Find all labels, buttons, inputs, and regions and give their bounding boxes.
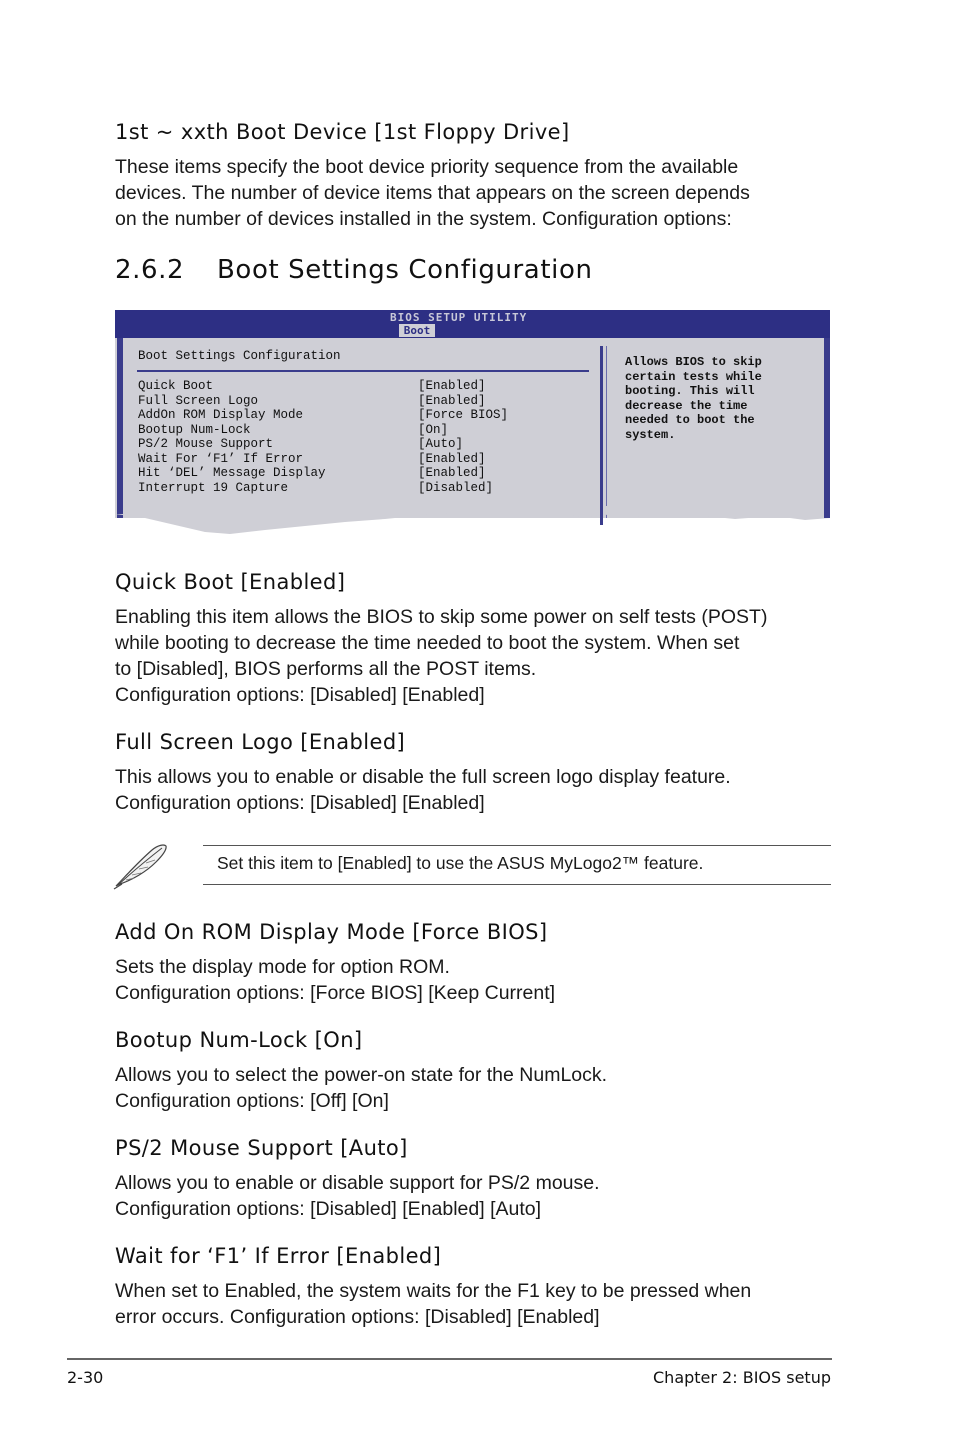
section-body-ps2-mouse: Allows you to enable or disable support for PS/2 mouse. Configuration options: [Disabled] [Enabled] [Auto]	[115, 1172, 600, 1220]
bios-item-value: [Disabled]	[418, 480, 494, 495]
note-bottom-rule	[203, 884, 831, 885]
page-number: 2-30	[67, 1368, 104, 1387]
chapter-heading	[115, 255, 593, 285]
bios-item-value: [Enabled]	[418, 466, 486, 480]
bios-item-label: AddOn ROM Display Mode	[138, 408, 304, 422]
feather-pen-icon	[112, 842, 170, 890]
bios-item-label: Interrupt 19 Capture	[138, 480, 289, 495]
section-title-wait-f1: Wait for ‘F1’ If Error [Enabled]	[115, 1244, 442, 1268]
bios-item-value: [Enabled]	[418, 379, 486, 393]
bios-item-row	[138, 452, 578, 467]
section-title-addon-rom: Add On ROM Display Mode [Force BIOS]	[115, 920, 548, 944]
bios-item-row	[138, 394, 578, 409]
section-body-full-screen-logo: This allows you to enable or disable the full screen logo display feature. Configuration options: [Disabled] [Enabled]	[115, 766, 731, 814]
section-body-boot-device: These items specify the boot device priority sequence from the available devices. The number of device items that appears on the screen depends on the number of devices installed in the system. Configuration options:	[115, 156, 750, 230]
bios-item-label: Quick Boot	[138, 379, 214, 393]
bios-tab-boot: Boot	[399, 324, 435, 337]
bios-item-value: [Enabled]	[418, 393, 486, 408]
section-title-quick-boot: Quick Boot [Enabled]	[115, 570, 346, 594]
bios-item-row	[138, 466, 578, 481]
footer-rule	[67, 1358, 832, 1360]
note-text: Set this item to [Enabled] to use the ASUS MyLogo2™ feature.	[217, 853, 704, 873]
section-body-numlock: Allows you to select the power-on state for the NumLock. Configuration options: [Off] [On]	[115, 1064, 608, 1112]
bios-item-row	[138, 481, 578, 496]
bios-panel-divider	[600, 346, 603, 518]
section-title-ps2-mouse: PS/2 Mouse Support [Auto]	[115, 1136, 408, 1160]
bios-screenshot	[115, 310, 830, 546]
bios-item-row	[138, 379, 578, 394]
bios-item-value: [On]	[418, 422, 449, 437]
section-title-boot-device: 1st ~ xxth Boot Device [1st Floppy Drive]	[115, 120, 570, 144]
section-title-numlock: Bootup Num-Lock [On]	[115, 1028, 363, 1052]
bios-item-value: [Force BIOS]	[418, 408, 509, 422]
bios-help-text: Allows BIOS to skip certain tests while booting. This will decrease the time needed to boot the system.	[625, 355, 762, 442]
bios-torn-edge	[115, 506, 830, 546]
section-body-addon-rom: Sets the display mode for option ROM. Configuration options: [Force BIOS] [Keep Current]	[115, 956, 556, 1004]
bios-item-row	[138, 408, 578, 423]
bios-panel-header: Boot Settings Configuration	[138, 349, 341, 363]
section-body-quick-boot: Enabling this item allows the BIOS to skip some power on self tests (POST) while booting to decrease the time needed to boot the system. When set to [Disabled], BIOS performs all the POST items. Configuration options: [Disabled] [Enabled]	[115, 606, 768, 706]
bios-item-label: Hit ‘DEL’ Message Display	[138, 466, 326, 480]
bios-item-row	[138, 437, 578, 452]
footer-chapter: Chapter 2: BIOS setup	[653, 1368, 831, 1387]
bios-item-row	[138, 423, 578, 438]
chapter-title: Boot Settings Configuration	[217, 255, 593, 285]
bios-header-rule	[137, 370, 589, 372]
note-top-rule	[203, 845, 831, 846]
bios-item-label: PS/2 Mouse Support	[138, 437, 274, 451]
bios-item-value: [Enabled]	[418, 451, 486, 466]
bios-item-label: Bootup Num-Lock	[138, 422, 251, 437]
section-title-full-screen-logo: Full Screen Logo [Enabled]	[115, 730, 406, 754]
chapter-number: 2.6.2	[115, 255, 185, 285]
bios-title: BIOS SETUP UTILITY	[390, 311, 528, 324]
bios-item-label: Full Screen Logo	[138, 393, 259, 408]
bios-item-label: Wait For ‘F1’ If Error	[138, 451, 304, 466]
bios-item-value: [Auto]	[418, 437, 464, 451]
section-body-wait-f1: When set to Enabled, the system waits for the F1 key to be pressed when error occurs. Configuration options: [Disabled] [Enabled]	[115, 1280, 752, 1328]
